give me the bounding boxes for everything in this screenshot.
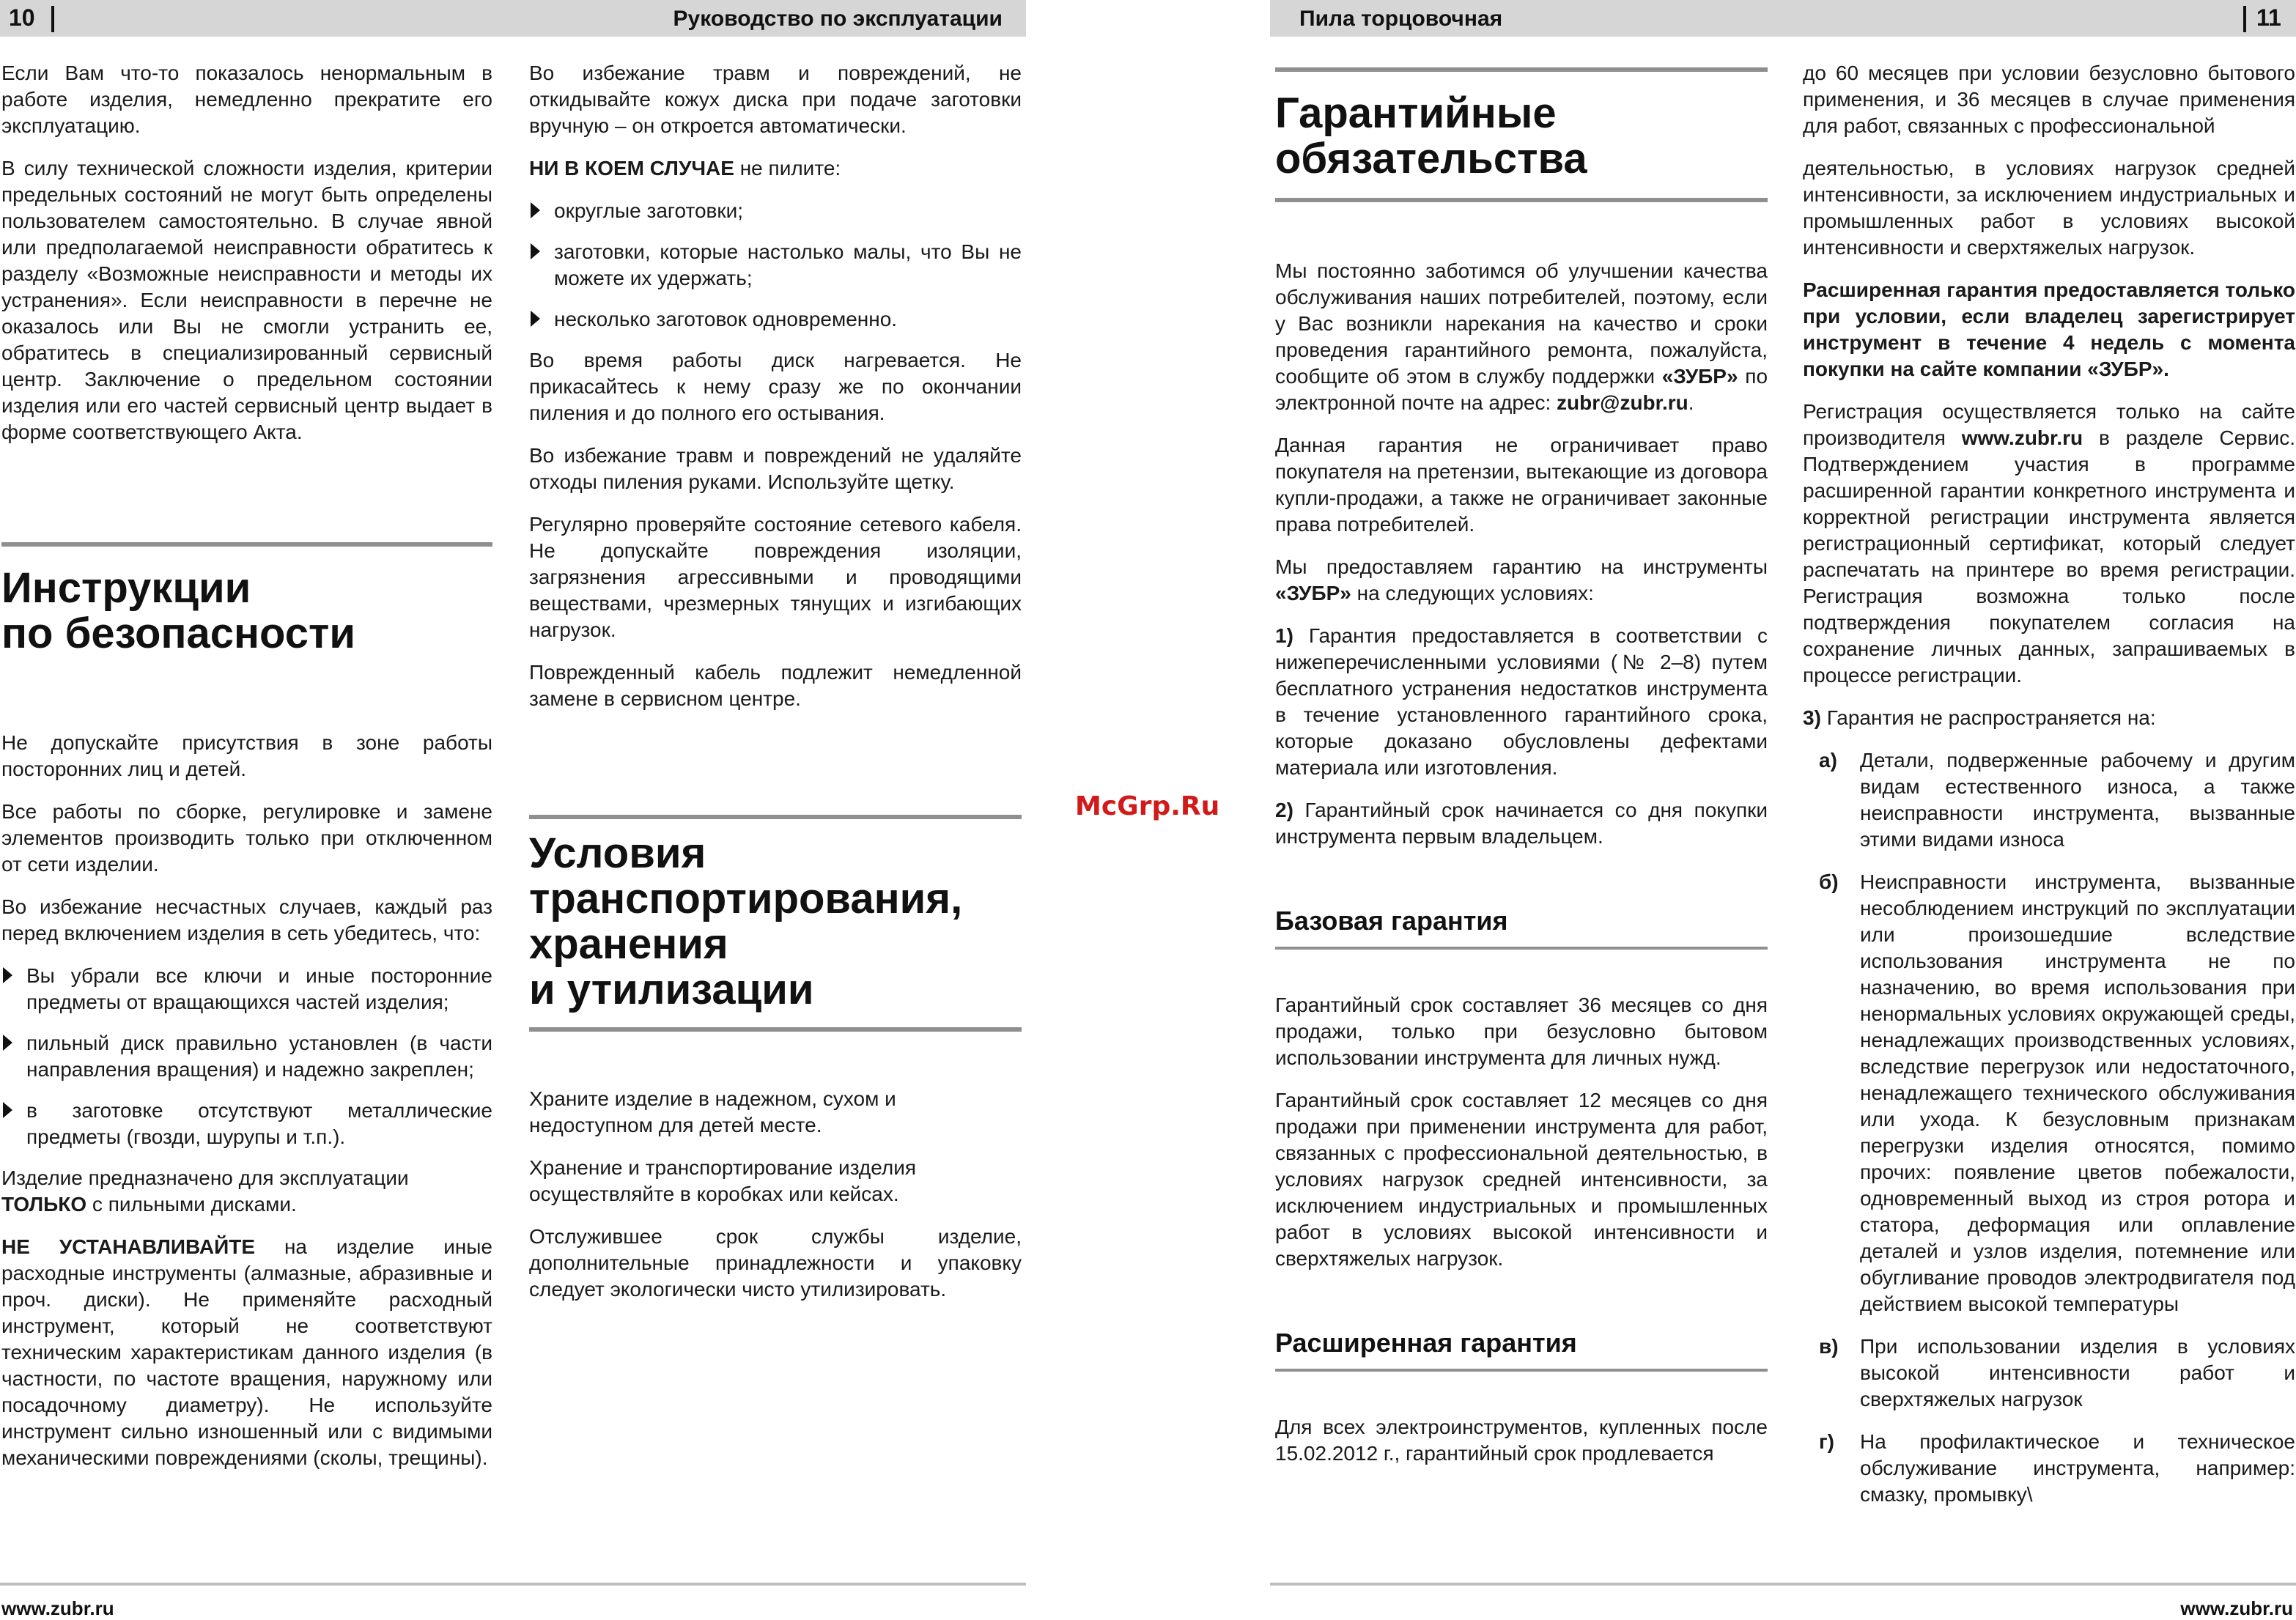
col3-p8: Для всех электроинструментов, купленных после 15.02.2012 г., гарантийный срок продлевается xyxy=(1275,1416,1768,1465)
footer-rule-right xyxy=(1270,1583,2296,1586)
bullet-triangle-icon xyxy=(3,1102,12,1118)
list-item: несколько заготовок одновременно. xyxy=(529,306,1022,333)
bullet-triangle-icon xyxy=(531,202,540,218)
col3-p3: Мы предоставляем гарантию на инструменты «ЗУБР» на следующих условиях: xyxy=(1275,555,1768,604)
col1-p1: Если Вам что-то показалось ненормальным в работе изделия, немедленно прекратите его эксплуатацию. xyxy=(1,62,492,137)
warranty-section-rule xyxy=(1275,67,1768,72)
col2-p9: Отслужившее срок службы изделие, дополнительные принадлежности и упаковку следует экологически чисто утилизировать. xyxy=(529,1225,1022,1301)
col2-p1: Во избежание травм и повреждений, не откидывайте кожух диска при подаче заготовки вручную – он откроется автоматически. xyxy=(529,62,1022,137)
col1-p3: Не допускайте присутствия в зоне работы посторонних лиц и детей. xyxy=(1,731,492,780)
col2-p4: Во избежание травм и повреждений не удаляйте отходы пиления руками. Используйте щетку. xyxy=(529,444,1022,493)
column-1 xyxy=(1,60,492,1487)
list-item: в заготовке отсутствуют металлические предметы (гвозди, шурупы и т.п.). xyxy=(1,1098,492,1150)
col4-p2: деятельностью, в условиях нагрузок средней интенсивности, за исключением индустриальных и промышленных работ в условиях высокой интенсивности и сверхтяжелых нагрузок. xyxy=(1803,157,2295,259)
col2-p6: Поврежденный кабель подлежит немедленной замене в сервисном центре. xyxy=(529,661,1022,710)
col2-p2: НИ В КОЕМ СЛУЧАЕ не пилите: xyxy=(529,157,841,180)
col3-p4: 1) Гарантия предоставляется в соответствии с нижеперечисленными условиями (№ 2–8) путем бесплатного устранения недостатков инструмента в течение установленного гарантийного срока, которые доказано обусловлены дефектами материала или изготовления. xyxy=(1275,624,1768,779)
col3-p2: Данная гарантия не ограничивает право покупателя на претензии, вытекающие из договора купли-продажи, а также не ограничивает законные права потребителей. xyxy=(1275,434,1768,536)
basic-warranty-heading: Базовая гарантия xyxy=(1275,906,1508,936)
col4-p1: до 60 месяцев при условии безусловно бытового применения, и 36 месяцев в случае применения для работ, связанных с профессиональной xyxy=(1803,62,2295,137)
col2-p3: Во время работы диск нагревается. Не прикасайтесь к нему сразу же по окончании пиления и до полного его остывания. xyxy=(529,349,1022,424)
bullet-triangle-icon xyxy=(3,967,12,983)
list-item: пильный диск правильно установлен (в части направления вращения) и надежно закреплен; xyxy=(1,1030,492,1083)
page-number-left: 10 xyxy=(9,4,35,31)
header-right-bar xyxy=(1270,0,2296,37)
list-item: в) При использовании изделия в условиях высокой интенсивности работ и сверхтяжелых нагрузок xyxy=(1819,1335,2295,1410)
column-2 xyxy=(529,60,1022,1319)
list-item: округлые заготовки; xyxy=(529,198,1022,224)
transport-heading: Условия транспортирования, хранения и утилизации xyxy=(529,829,963,1013)
header-divider-right xyxy=(2243,6,2246,32)
page-number-right: 11 xyxy=(2256,4,2281,31)
col1-p2: В силу технической сложности изделия, критерии предельных состояний не могут быть определены пользователем самостоятельно. В случае явной или предполагаемой неисправности обратитесь к разделу «Возможные неисправности и методы их устранения». Если неисправности в перечне не оказалось или Вы не смогли устранить ее, обратитесь в специализированный сервисный центр. Заключение о предельном состоянии изделия или его частей сервисный центр выдает в форме соответствующего Акта. xyxy=(1,157,492,443)
col4-p4: Регистрация осуществляется только на сайте производителя www.zubr.ru в разделе Сервис. Подтверждением участия в программе расширенной гарантии конкретного инструмента и корректной регистрации инструмента является регистрационный сертификат, который следует распечатать на принтере во время регистрации. Регистрация возможна только после подтверждения покупателем согласия на сохранение личных данных, запрашиваемых в процессе регистрации. xyxy=(1803,400,2296,687)
safety-section-rule xyxy=(1,542,492,547)
footer-site-right: www.zubr.ru xyxy=(2180,1597,2293,1619)
column-3 xyxy=(1275,67,1768,1467)
col3-p5: 2) Гарантийный срок начинается со дня покупки инструмента первым владельцем. xyxy=(1275,799,1768,848)
col1-p4: Все работы по сборке, регулировке и замене элементов производить только при отключенном от сети изделии. xyxy=(1,800,492,876)
header-left-bar xyxy=(0,0,1026,37)
col2-p8: Хранение и транспортирование изделия осуществляйте в коробках или кейсах. xyxy=(529,1156,917,1205)
extended-warranty-heading: Расширенная гарантия xyxy=(1275,1328,1577,1358)
col1-p6: Изделие предназначено для эксплуатации ТОЛЬКО с пильными дисками. xyxy=(1,1166,409,1216)
list-item: заготовки, которые настолько малы, что Вы не можете их удержать; xyxy=(529,239,1022,292)
col4-p3: Расширенная гарантия предоставляется только при условии, если владелец зарегистрирует инструмент в течение 4 недель с момента покупки на сайте компании «ЗУБР». xyxy=(1803,278,2295,380)
header-title-right: Пила торцовочная xyxy=(1299,7,1503,31)
bullet-triangle-icon xyxy=(3,1035,12,1051)
footer-rule-left xyxy=(0,1583,1026,1586)
watermark: McGrp.Ru xyxy=(1075,791,1220,821)
safety-heading: Инструкции по безопасности xyxy=(1,564,356,657)
header-divider-left xyxy=(51,6,54,32)
transport-section-rule xyxy=(529,815,1022,819)
warranty-heading: Гарантийные обязательства xyxy=(1275,89,1587,182)
col1-p7: НЕ УСТАНАВЛИВАЙТЕ на изделие иные расходные инструменты (алмазные, абразивные и проч. диски). Не применяйте расходный инструмент, который не соответствуют техническим характеристикам данного изделия (в частности, по частоте вращения, наружному или посадочному диаметру). Не используйте инструмент сильно изношенный или с видимыми механическими повреждениями (сколы, трещины). xyxy=(1,1235,492,1469)
bullet-triangle-icon xyxy=(531,311,540,327)
list-item: г) На профилактическое и техническое обслуживание инструмента, например: смазку, промывку\ xyxy=(1819,1430,2295,1506)
col2-p5: Регулярно проверяйте состояние сетевого кабеля. Не допускайте повреждения изоляции, загрязнения агрессивными и проводящими веществами, чрезмерных тянущих и изгибающих нагрузок. xyxy=(529,513,1022,641)
list-item: б) Неисправности инструмента, вызванные несоблюдением инструкций по эксплуатации или произошедшие вследствие использования инструмента не по назначению, во время использования при ненормальных условиях окружающей среды, ненадлежащих производственных условиях, вследствие перегрузок или недостаточного, ненадлежащего технического обслуживания или ухода. К безусловным признакам перегрузки изделия относятся, помимо прочих: появление цветов побежалости, одновременный выход из строя ротора и статора, деформация или оплавление деталей и узлов изделия, потемнение или обугливание проводов электродвигателя под действием высокой температуры xyxy=(1819,870,2295,1315)
header-title-left: Руководство по эксплуатации xyxy=(673,7,1003,31)
col1-p5: Во избежание несчастных случаев, каждый раз перед включением изделия в сеть убедитесь, что: xyxy=(1,895,492,944)
bullet-triangle-icon xyxy=(531,243,540,259)
col3-p1: Мы постоянно заботимся об улучшении качества обслуживания наших потребителей, поэтому, если у Вас возникли нарекания на качество и сроки проведения гарантийного ремонта, пожалуйста, сообщите об этом в службу поддержки «ЗУБР» по электронной почте на адрес: zubr@zubr.ru. xyxy=(1275,259,1768,414)
list-item: Вы убрали все ключи и иные посторонние предметы от вращающихся частей изделия; xyxy=(1,963,492,1016)
col3-p7: Гарантийный срок составляет 12 месяцев со дня продажи при применении инструмента для работ, связанных с профессиональной деятельностью, в условиях нагрузок средней интенсивности, за исключением индустриальных и промышленных работ в условиях высокой интенсивности и сверхтяжелых нагрузок. xyxy=(1275,1089,1768,1270)
col3-p6: Гарантийный срок составляет 36 месяцев со дня продажи, только при безусловно бытовом использовании инструмента для личных нужд. xyxy=(1275,994,1768,1069)
col4-p5: 3) Гарантия не распространяется на: xyxy=(1803,706,2156,729)
column-4 xyxy=(1803,60,2295,1524)
col2-p7: Храните изделие в надежном, сухом и недоступном для детей месте. xyxy=(529,1087,896,1136)
footer-site-left: www.zubr.ru xyxy=(1,1597,114,1619)
list-item: а) Детали, подверженные рабочему и другим видам естественного износа, а также неисправности инструмента, вызванные этими видами износа xyxy=(1819,749,2295,851)
